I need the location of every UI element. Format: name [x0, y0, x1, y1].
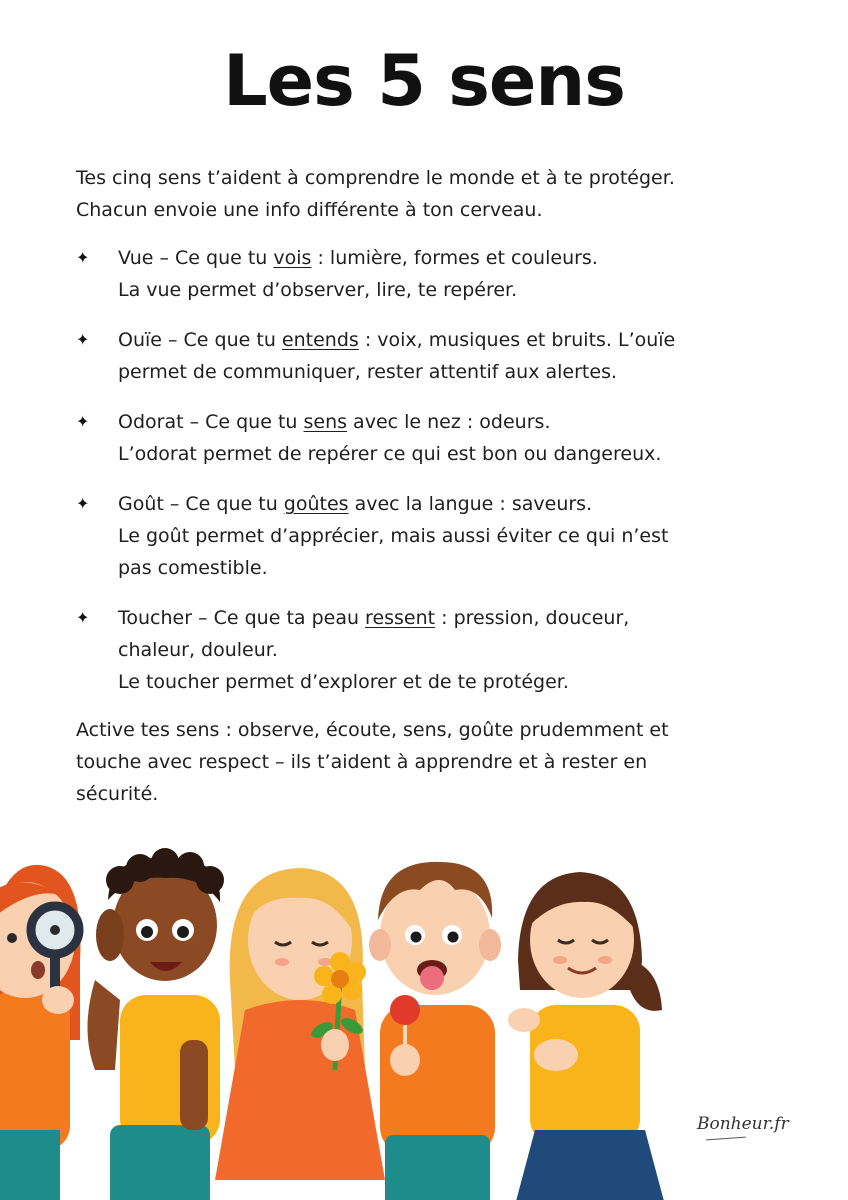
sense-item-toucher: [76, 602, 776, 698]
child-smell-girl: [215, 868, 385, 1180]
child-sight-girl: [0, 865, 81, 1200]
sense-description: La vue permet d’observer, lire, te repérer.: [118, 279, 518, 301]
sense-lead: Goût – Ce que tu: [118, 493, 284, 515]
sense-item-gout: [76, 488, 776, 584]
sense-headline: [118, 324, 776, 356]
sense-item-vue: [76, 242, 776, 306]
sense-keyword: goûtes: [283, 493, 349, 515]
sparkle-star-icon: ✦: [76, 494, 90, 513]
sense-item-odorat: [76, 406, 776, 470]
signature-logo: Bonheur.fr: [697, 1114, 789, 1134]
sense-item-ouie: [76, 324, 776, 388]
sparkle-star-icon: ✦: [76, 608, 90, 627]
sense-headline: [118, 488, 776, 520]
sense-rest: avec le nez : odeurs.: [347, 411, 551, 433]
sense-rest: : pression, douceur,: [435, 607, 630, 629]
intro-line: Chacun envoie une info différente à ton cerveau.: [76, 199, 543, 221]
sense-lead: Odorat – Ce que tu: [118, 411, 304, 433]
sense-keyword: vois: [273, 247, 312, 269]
sparkle-star-icon: ✦: [76, 330, 90, 349]
sense-headline: [118, 406, 776, 438]
senses-list: [76, 242, 776, 698]
sense-headline: [118, 242, 776, 274]
sense-lead: Vue – Ce que tu: [118, 247, 274, 269]
sense-keyword: entends: [281, 329, 359, 351]
sparkle-star-icon: ✦: [76, 412, 90, 431]
sense-rest: : voix, musiques et bruits. L’ouïe: [358, 329, 676, 351]
outro-line: Active tes sens : observe, écoute, sens, goûte prudemment et: [76, 719, 669, 741]
children-illustration: [0, 840, 848, 1200]
sense-lead: Toucher – Ce que ta peau: [118, 607, 366, 629]
child-touch-girl: [508, 872, 665, 1200]
sense-description: permet de communiquer, rester attentif aux alertes.: [118, 361, 618, 383]
sense-keyword: ressent: [365, 607, 436, 629]
outro-line: sécurité.: [76, 783, 159, 805]
sense-keyword: sens: [303, 411, 348, 433]
sense-description: Le toucher permet d’explorer et de te protéger.: [118, 671, 569, 693]
child-taste-boy: [369, 862, 501, 1200]
outro-line: touche avec respect – ils t’aident à apprendre et à rester en: [76, 751, 648, 773]
sense-description: L’odorat permet de repérer ce qui est bon ou dangereux.: [118, 443, 662, 465]
child-hearing-boy: [88, 848, 225, 1200]
sense-description: pas comestible.: [118, 557, 268, 579]
outro-paragraph: [76, 714, 776, 810]
sense-lead: Ouïe – Ce que tu: [118, 329, 282, 351]
sense-description: chaleur, douleur.: [118, 639, 278, 661]
page-title: Les 5 sens: [223, 40, 625, 122]
intro-line: Tes cinq sens t’aident à comprendre le monde et à te protéger.: [76, 167, 675, 189]
intro-paragraph: [76, 162, 776, 226]
sense-rest: : lumière, formes et couleurs.: [311, 247, 598, 269]
sense-headline: [118, 602, 776, 634]
sparkle-star-icon: ✦: [76, 248, 90, 267]
sense-description: Le goût permet d’apprécier, mais aussi éviter ce qui n’est: [118, 525, 669, 547]
sense-rest: avec la langue : saveurs.: [348, 493, 593, 515]
